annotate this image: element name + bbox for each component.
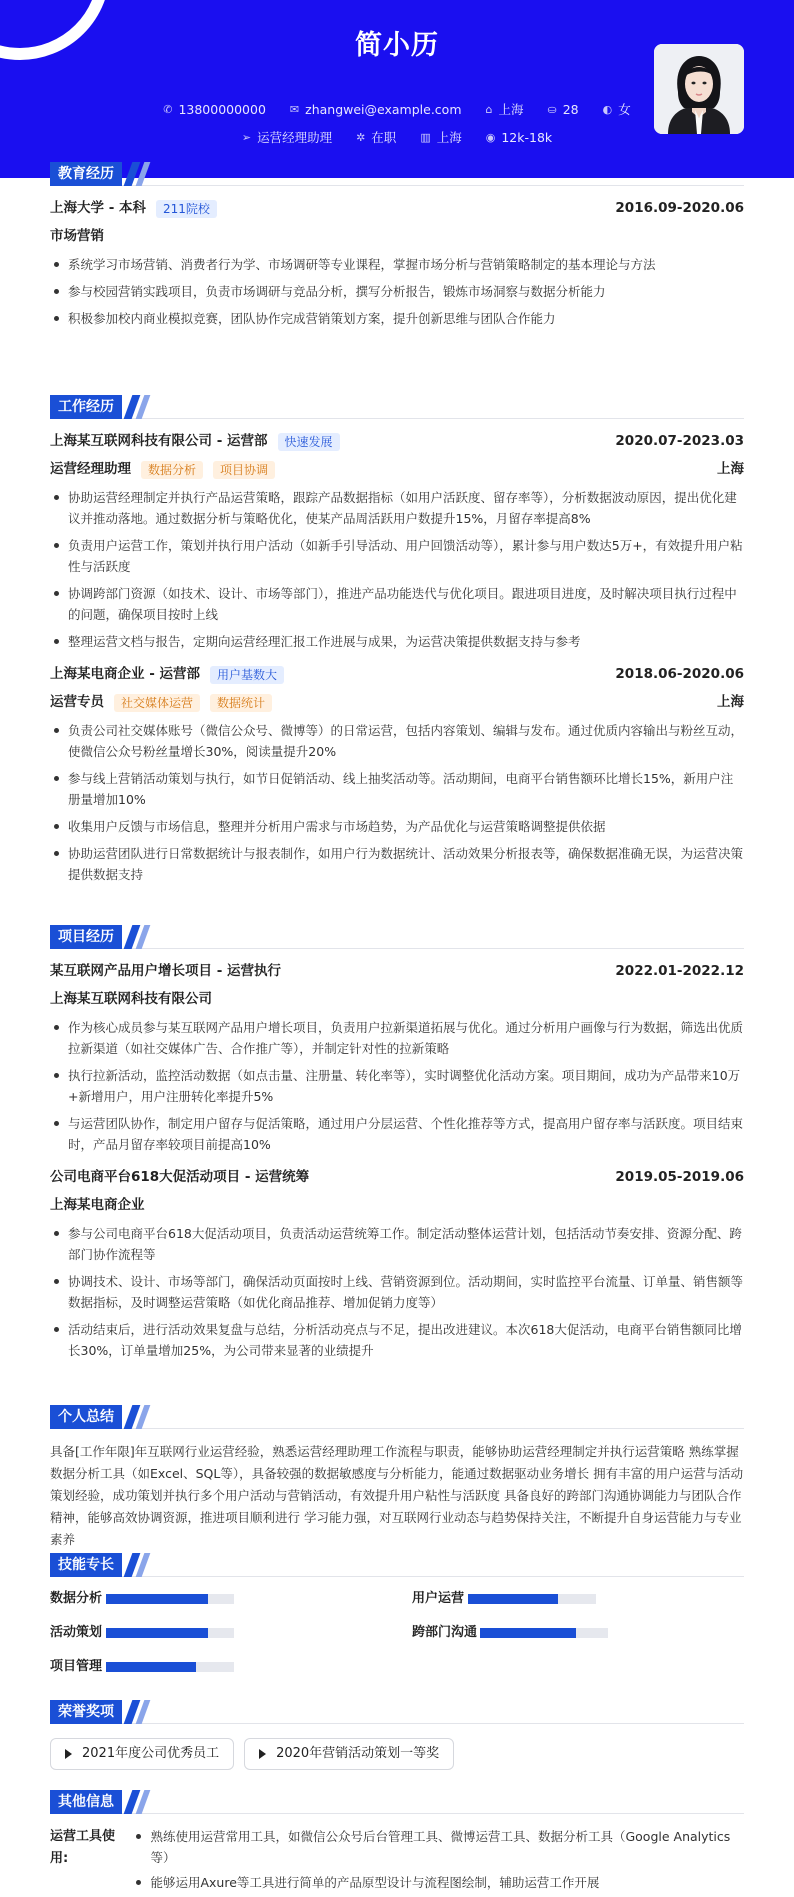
job-entry [50,431,744,652]
header-info-item [486,100,524,120]
gender-icon: ◐ [602,103,613,117]
work-section [50,395,744,891]
project-entry [50,1167,744,1361]
skill-bar [480,1628,608,1638]
role-tag: 社交媒体运营 [114,694,200,712]
header-info-item [486,128,552,148]
skills-section [50,1553,744,1677]
project-name: 某互联网产品用户增长项目 - 运营执行 [50,963,282,980]
bullet-item: 参与公司电商平台618大促活动项目，负责活动运营统筹工作。制定活动整体运营计划，包括活动节奏安排、资源分配、跨部门协作流程等 [50,1223,744,1265]
skill-name: 数据分析 [50,1590,103,1606]
other-bullets [132,1826,744,1897]
header-info-item [242,128,332,148]
honor-item [50,1738,234,1770]
work-list [50,431,744,885]
skill-name: 用户运营 [412,1590,465,1606]
section-title: 教育经历 [50,162,744,186]
bullet-item: 协助运营经理制定并执行产品运营策略，跟踪产品数据指标（如用户活跃度、留存率等），分析数据波动原因，提出优化建议并推动落地。通过数据分析与策略优化，使某产品周活跃用户数提升15%，月留存率提高8% [50,487,744,529]
header-info-text: 在职 [371,130,397,145]
bullet-item: 活动结束后，进行活动效果复盘与总结，分析活动亮点与不足，提出改进建议。本次618大促活动，电商平台销售额同比增长30%，订单量增加25%，为公司带来显著的业绩提升 [50,1319,744,1361]
header-info-text: 上海 [498,102,524,117]
skill-bar-fill [106,1628,208,1638]
job-bullets [50,720,744,885]
other-section [50,1790,744,1897]
header-info-text: 28 [562,102,579,117]
education-date: 2016.09-2020.06 [615,200,744,217]
bullet-item: 参与线上营销活动策划与执行，如节日促销活动、线上抽奖活动等。活动期间，电商平台销售额环比增长15%，新用户注册量增加10% [50,768,744,810]
education-entry [50,198,744,329]
skill-item [50,1589,382,1609]
skill-name: 跨部门沟通 [412,1624,478,1640]
bullet-item: 积极参加校内商业模拟竞赛，团队协作完成营销策划方案，提升创新思维与团队合作能力 [50,308,744,329]
header-info-item [420,128,461,148]
school-badge: 211院校 [156,200,217,218]
job-role: 运营专员 [50,694,104,711]
projects-section [50,925,744,1367]
bullet-item: 负责用户运营工作，策划并执行用户活动（如新手引导活动、用户回馈活动等），累计参与用户数达5万+，有效提升用户粘性与活跃度 [50,535,744,577]
phone-icon: ✆ [163,103,173,117]
bullet-item: 协调技术、设计、市场等部门，确保活动页面按时上线、营销资源到位。活动期间，实时监控平台流量、订单量、销售额等数据指标，及时调整运营策略（如优化商品推荐、增加促销力度等） [50,1271,744,1313]
project-company: 上海某互联网科技有限公司 [50,991,212,1008]
education-bullets [50,254,744,329]
project-bullets [50,1017,744,1155]
honor-text: 2020年营销活动策划一等奖 [276,1745,440,1761]
project-bullets [50,1223,744,1361]
company-name: 上海某互联网科技有限公司 - 运营部 [50,433,268,450]
skill-item [50,1623,382,1643]
bullet-item: 系统学习市场营销、消费者行为学、市场调研等专业课程，掌握市场分析与营销策略制定的基本理论与方法 [50,254,744,275]
send-icon: ➢ [241,131,252,145]
header-info-text: 运营经理助理 [257,130,333,145]
honor-list [50,1738,744,1770]
honor-item [244,1738,454,1770]
summary-text: 具备[工作年限]年互联网行业运营经验，熟悉运营经理助理工作流程与职责，能够协助运营经理制定并执行运营策略 熟练掌握数据分析工具（如Excel、SQL等），具备较强的数据敏感度与分析能力，能通过数据驱动业务增长 拥有丰富的用户运营与活动策划经验，成功策划并执行多个用户活动与营销活动，有效提升用户粘性与活跃度 具备良好的跨部门沟通协调能力与团队合作精神，能够高效协调资源，推进项目顺利进行 学习能力强，对互联网行业动态与趋势保持关注，不断提升自身运营能力与专业素养 [50,1444,744,1547]
skill-bar [468,1594,596,1604]
project-date: 2019.05-2019.06 [615,1169,744,1186]
major: 市场营销 [50,228,104,245]
home-icon: ⌂ [485,103,493,117]
honor-text: 2021年度公司优秀员工 [82,1745,220,1761]
skill-bar [106,1628,234,1638]
bullet-item: 执行拉新活动，监控活动数据（如点击量、注册量、转化率等），实时调整优化活动方案。项目期间，成功为产品带来10万+新增用户，用户注册转化率提升5% [50,1065,744,1107]
header-info-text: 13800000000 [178,102,266,117]
section-title: 个人总结 [50,1405,744,1429]
role-tag: 数据统计 [210,694,272,712]
other-info [50,1826,744,1897]
skill-item [412,1623,744,1643]
project-name: 公司电商平台618大促活动项目 - 运营统筹 [50,1169,310,1186]
bullet-item: 作为核心成员参与某互联网产品用户增长项目，负责用户拉新渠道拓展与优化。通过分析用户画像与行为数据，筛选出优质拉新渠道（如社交媒体广告、合作推广等），并制定针对性的拉新策略 [50,1017,744,1059]
building-icon: ▥ [420,131,431,145]
resume-header [0,0,794,178]
project-entry [50,961,744,1155]
job-location: 上海 [717,461,744,478]
salary-icon: ◉ [485,131,496,145]
age-icon: ⛀ [547,103,557,117]
bullet-item: 负责公司社交媒体账号（微信公众号、微博等）的日常运营，包括内容策划、编辑与发布。通过优质内容输出与粉丝互动，使微信公众号粉丝量增长30%，阅读量提升20% [50,720,744,762]
project-date: 2022.01-2022.12 [615,963,744,980]
skill-item [412,1589,744,1609]
play-icon [65,1749,72,1759]
job-entry [50,664,744,885]
play-icon [259,1749,266,1759]
honors-section [50,1700,744,1770]
profile-photo [654,44,744,134]
skill-bar-fill [480,1628,576,1638]
project-company: 上海某电商企业 [50,1197,145,1214]
project-list [50,961,744,1361]
job-location: 上海 [717,694,744,711]
bullet-item: 协助运营团队进行日常数据统计与报表制作，如用户行为数据统计、活动效果分析报表等，确保数据准确无误，为运营决策提供数据支持 [50,843,744,885]
summary-section [50,1405,744,1551]
section-title: 荣誉奖项 [50,1700,744,1724]
section-title: 技能专长 [50,1553,744,1577]
bullet-item: 能够运用Axure等工具进行简单的产品原型设计与流程图绘制，辅助运营工作开展 [132,1872,744,1893]
bullet-item: 与运营团队协作，制定用户留存与促活策略，通过用户分层运营、个性化推荐等方式，提高用户留存率与活跃度。项目结束时，产品月留存率较项目前提高10% [50,1113,744,1155]
bullet-item: 熟练使用运营常用工具，如微信公众号后台管理工具、微博运营工具、数据分析工具（Google Analytics等） [132,1826,744,1868]
bullet-item: 收集用户反馈与市场信息，整理并分析用户需求与市场趋势，为产品优化与运营策略调整提供依据 [50,816,744,837]
mail-icon: ✉ [289,103,300,117]
school-name: 上海大学 - 本科 [50,200,147,217]
other-label: 运营工具使用: [50,1829,116,1866]
skill-bar-fill [106,1594,208,1604]
skill-name: 项目管理 [50,1658,103,1674]
bullet-item: 参与校园营销实践项目，负责市场调研与竞品分析，撰写分析报告，锻炼市场洞察与数据分析能力 [50,281,744,302]
candidate-name: 简小历 [355,30,439,61]
company-badge: 用户基数大 [210,666,284,684]
company-badge: 快速发展 [278,433,340,451]
education-section [50,162,744,335]
skill-bar-fill [106,1662,196,1672]
skill-item [50,1657,382,1677]
skill-list [50,1589,744,1677]
job-date: 2018.06-2020.06 [615,666,744,683]
skill-bar-fill [468,1594,558,1604]
section-title: 项目经历 [50,925,744,949]
status-icon: ✲ [356,131,366,145]
skill-bar [106,1662,234,1672]
bullet-item: 整理运营文档与报告，定期向运营经理汇报工作进展与成果，为运营决策提供数据支持与参考 [50,631,744,652]
section-title: 其他信息 [50,1790,744,1814]
header-info-text: zhangwei@example.com [305,102,462,117]
header-info-item [290,100,462,120]
section-title: 工作经历 [50,395,744,419]
header-info-text: 上海 [436,130,462,145]
bullet-item: 协调跨部门资源（如技术、设计、市场等部门），推进产品功能迭代与优化项目。跟进项目进度，及时解决项目执行过程中的问题，确保项目按时上线 [50,583,744,625]
job-role: 运营经理助理 [50,461,131,478]
header-info-text: 12k-18k [501,130,553,145]
company-name: 上海某电商企业 - 运营部 [50,666,201,683]
header-info-item [163,100,266,120]
role-tag: 项目协调 [213,461,275,479]
header-info-text: 女 [618,102,631,117]
job-date: 2020.07-2023.03 [615,433,744,450]
header-info-item [356,128,396,148]
role-tag: 数据分析 [141,461,203,479]
skill-name: 活动策划 [50,1624,103,1640]
header-info-item [603,100,631,120]
header-info-item [548,100,579,120]
job-bullets [50,487,744,652]
skill-bar [106,1594,234,1604]
